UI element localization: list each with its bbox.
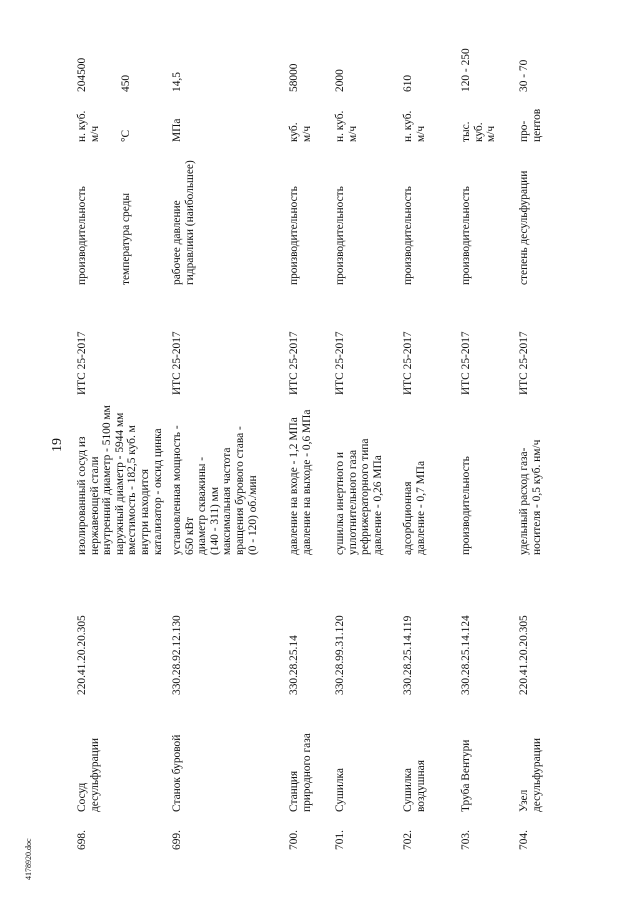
row-number: 700. <box>288 830 300 850</box>
value: 204500 <box>76 57 88 92</box>
parameter: производительность <box>334 186 346 285</box>
parameter: производительность <box>288 186 300 285</box>
okpd-code: 330.28.25.14.124 <box>460 615 472 695</box>
equipment-name: Труба Вентури <box>460 739 472 812</box>
okpd-code: 220.41.20.20.305 <box>518 615 530 695</box>
specification: удельный расход газа- носителя - 0,5 куб. нм/ч <box>518 439 543 555</box>
unit: МПа <box>171 118 183 142</box>
specification: адсорбционная давление - 0,7 МПа <box>402 460 427 555</box>
value: 120 - 250 <box>460 48 472 92</box>
parameter: производительность <box>76 186 88 285</box>
row-number: 698. <box>76 830 88 850</box>
specification: изолированный сосуд из нержавеющей стали внутренний диаметр - 5100 мм наружный диаметр - 5944 мм вместимость - 182,5 куб. м внутри находится катализатор - оксид цинка <box>76 405 164 555</box>
parameter: производительность <box>460 186 472 285</box>
standard-reference: ИТС 25-2017 <box>171 331 183 395</box>
unit: н. куб. м/ч <box>334 110 359 142</box>
parameter: температура среды <box>120 192 132 285</box>
okpd-code: 330.28.25.14.119 <box>402 615 414 695</box>
unit: н. куб. м/ч <box>402 110 427 142</box>
okpd-code: 220.41.20.20.305 <box>76 615 88 695</box>
equipment-name: Станция природного газа <box>288 733 313 812</box>
okpd-code: 330.28.92.12.130 <box>171 615 183 695</box>
specification: сушилка инертного и уплотнительного газа рефрижераторного типа давление - 0,26 МПа <box>334 438 384 555</box>
unit: н. куб. м/ч <box>76 110 101 142</box>
page-number: 19 <box>50 438 65 452</box>
rotated-page <box>50 30 543 850</box>
okpd-code: 330.28.25.14 <box>288 635 300 695</box>
equipment-name: Узел десульфурации <box>518 738 543 812</box>
specification: давление на входе - 1,2 МПа давление на выходе - 0,6 МПа <box>288 409 313 555</box>
value: 30 - 70 <box>518 59 530 92</box>
specification: производительность <box>460 456 472 555</box>
equipment-name: Сушилка <box>334 768 346 812</box>
unit: куб. м/ч <box>288 122 313 142</box>
standard-reference: ИТС 25-2017 <box>288 331 300 395</box>
equipment-name: Станок буровой <box>171 734 183 812</box>
row-number: 699. <box>171 830 183 850</box>
value: 610 <box>402 74 414 92</box>
value: 2000 <box>334 69 346 92</box>
equipment-name: Сушилка воздушная <box>402 760 427 812</box>
parameter: рабочее давление гидравлики (наибольшее) <box>171 160 196 285</box>
parameter: производительность <box>402 186 414 285</box>
row-number: 702. <box>402 830 414 850</box>
value: 14,5 <box>171 72 183 92</box>
unit: тыс. куб. м/ч <box>460 121 498 142</box>
okpd-code: 330.28.99.31.120 <box>334 615 346 695</box>
row-number: 703. <box>460 830 472 850</box>
row-number: 701. <box>334 830 346 850</box>
value: 58000 <box>288 63 300 92</box>
standard-reference: ИТС 25-2017 <box>402 331 414 395</box>
equipment-name: Сосуд десульфурации <box>76 738 101 812</box>
parameter: степень десульфурации <box>518 170 530 285</box>
standard-reference: ИТС 25-2017 <box>334 331 346 395</box>
unit: про- центов <box>518 108 543 142</box>
footer-filename: 4178920.doc <box>24 838 33 880</box>
unit: °С <box>120 129 132 142</box>
standard-reference: ИТС 25-2017 <box>518 331 530 395</box>
row-number: 704. <box>518 830 530 850</box>
standard-reference: ИТС 25-2017 <box>76 331 88 395</box>
specification: установленная мощность - 650 кВт диаметр скважины - (140 - 311) мм максимальная частота вращения бурового става - (0 - 120) об./мин <box>171 425 259 555</box>
standard-reference: ИТС 25-2017 <box>460 331 472 395</box>
value: 450 <box>120 74 132 92</box>
